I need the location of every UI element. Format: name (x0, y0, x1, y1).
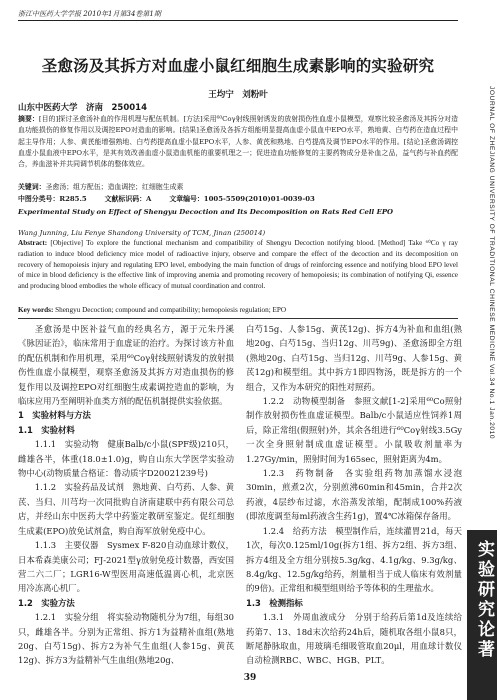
body-paragraph: 1.1.2 实验药品及试剂 熟地黄、白芍药、人参、黄芪、当归、川芎均一次同批购自济南建联中药有限公司总店，并经山东中医药大学中药鉴定教研室鉴定。促红细胞生成素(EPO)放免试剂盒，购自海军放射免疫中心。 (18, 482, 234, 536)
body-column-left (18, 322, 234, 668)
body-paragraph: 白芍15g、人参15g、黄芪12g)、拆方4为补血和血组(熟地20g、白芍15g、当归12g、川芎9g)、圣愈汤即全方组(熟地20g、白芍15g、当归12g、川芎9g、人参15g、黄芪12g)和模型组。其中拆方1即四物汤，既是拆方的一个组合，又作为本研究的阳性对照药。 (246, 324, 462, 392)
keywords-cn (18, 182, 458, 193)
body-paragraph: 1.2.1 实验分组 将实验动物随机分为7组，每组30只，雌雄各半。分别为正常组、拆方1为益精补血组(熟地20g、白芍15g)、拆方2为补气生血组(人参15g、黄芪12g)、拆方3为益精补气生血组(熟地20g、 (18, 612, 234, 666)
keywords-cn-label: 关键词： (18, 183, 46, 191)
english-authors: Wang Junning, Liu Fenye Shandong University of TCM, Jinan (250014) (18, 229, 266, 237)
authors: 王均宁 刘粉叶 (208, 90, 268, 100)
english-abstract (18, 238, 458, 292)
english-keywords-label: Key words: (18, 306, 54, 314)
section-heading: 1 实验材料与方法 (18, 410, 91, 421)
doc-code: 文献标识码：A (104, 195, 152, 203)
body-paragraph: 圣愈汤是中医补益气血的经典名方，源于元朱丹溪《脉因证治》，临床常用于血虚证的治疗。为探讨该方补血的配伍机制和作用机理，采用⁶⁰Coγ射线照射诱发的放射损伤性血虚小鼠模型，观察圣愈汤及其拆方对造血损伤的修复作用以及调控EPO对红细胞生成素调控造血的影响，为临床应用乃至阐明补血类方剂的配伍机制提供实验依据。 (18, 324, 234, 407)
keywords-cn-text: 圣愈汤；组方配伍；造血调控；红细胞生成素 (45, 183, 184, 191)
english-keywords (18, 305, 458, 316)
abstract-separator (18, 318, 458, 319)
section-heading: 1.3 检测指标 (246, 597, 303, 608)
abstract-cn (18, 114, 458, 170)
section-heading: 1.2 实验方法 (18, 597, 75, 608)
abstract-cn-label: 摘要： (18, 115, 39, 123)
article-title: 圣愈汤及其拆方对血虚小鼠红细胞生成素影响的实验研究 (41, 57, 435, 75)
body-paragraph: 1.3.1 外周血液成分 分别于给药后第1d及连续给药第7、13、18d末次给药24h后，随机取各组小鼠8只，断尾静脉取血，用玻璃毛细吸管取血20μl，用血球计数仪自动检测RBC、WBC、HGB、PLT。 (246, 612, 462, 666)
body-paragraph: 1.2.3 药物制备 各实验组药物加蒸馏水浸泡30min，煎煮2次，分别煎沸60min和45min，合并2次药液，4层纱布过滤，水浴蒸发浓缩，配制成100%药液(即浓度调至每ml药液含生药1g)，置4℃冰箱保存备用。 (246, 468, 462, 522)
clc-number: 中图分类号：R285.5 (18, 195, 87, 203)
body-column-right (246, 322, 462, 668)
affiliation: 山东中医药大学 济南 250014 (18, 103, 147, 113)
english-abstract-text: [Objective] To explore the functional mechanism and compatibility of Shengyu Decoction notifying blood. [Method] Take ⁶⁰Co γ ray radiation to induce blood deficiency mice model of radioactive injury, observe and compare the effect of the decoction and its decomposition on recovery of hemopoiesis injury and regulating EPO level, embodying the main function of drugs of reinforcing essence and notifying blood EPO level of mice in blood deficiency is the effective link of improving anemia and promoting recovery of hemopoiesis; its combination of notifying Qi, essence and producing blood embodies the whole efficacy of mutual coordination and control. (18, 239, 458, 291)
header-rule (18, 20, 458, 21)
section-heading: 1.1 实验材料 (18, 424, 75, 435)
section-tab-label: 实验研究论著 (474, 540, 494, 660)
body-paragraph: 1.1.1 实验动物 健康Balb/c小鼠(SPF级)210只，雌雄各半，体重(18.0±1.0)g，购自山东大学医学实验动物中心(动物质量合格证：鲁动质字D20021239号) (18, 439, 234, 479)
page-number: 39 (243, 673, 257, 683)
classification-line (18, 194, 458, 205)
english-title: Experimental Study on Effect of Shengyu Decoction and Its Decomposition on Rats Red Cell EPO (18, 208, 394, 216)
article-number: 文章编号：1005-5509(2010)01-0039-03 (169, 195, 315, 203)
body-paragraph: 1.1.3 主要仪器 Sysmex F-820自动血球计数仪，日本希森美康公司；FJ-2021型γ放射免疫计数器，西安国营二六二厂；LGR16-W型医用高速低温离心机，北京医用冷冻离心机厂。 (18, 540, 234, 594)
english-abstract-label: Abstract: (18, 239, 48, 247)
running-header: 浙江中医药大学学报 2010年1月第34卷第1期 (18, 10, 161, 18)
english-keywords-text: Shengyu Decoction; compound and compatibility; hemopoiesis regulation; EPO (55, 306, 287, 314)
journal-side-title: JOURNAL OF ZHEJIANG UNIVERSITY OF TRADITIONAL CHINESE MEDICINE Vol.34 No.1 Jan.2010 (488, 86, 495, 440)
body-paragraph: 1.2.2 动物模型制备 参照文献[1-2]采用⁶⁰Co照射制作放射损伤性血虚证模型。Balb/c小鼠适应性饲养1周后，除正常组(假照射)外，其余各组进行⁶⁰Coγ射线3.5Gy一次全身照射制成血虚证模型。小鼠吸收剂量率为1.27Gy/min，照射时间为165sec，照射距离为4m。 (246, 396, 462, 464)
abstract-cn-text: [目的]探讨圣愈汤补血的作用机理与配伍机制。[方法]采用⁶⁰Coγ射线照射诱发的放射损伤性血虚小鼠模型，观察比较圣愈汤及其拆分对造血功能损伤的修复作用以及调控EPO对造血的影响。[结果]圣愈汤及各拆方组能明显提高血虚小鼠血中EPO水平，熟地黄、白芍药在造血过程中起主导作用；人参、黄芪能增强熟地、白芍药提高血虚小鼠EPO水平，人参、黄芪和熟地、白芍提高及调节EPO水平的作用。[结论]圣愈汤调控血虚小鼠血液中EPO水平，是其有效改善血虚小鼠造血机能的重要机理之一；促进造血功能修复的主要药物成分是补血之品，益气药与补血药配合，养血滋补并共同调节机体的整体效应。 (18, 115, 459, 169)
body-paragraph: 1.2.4 给药方法 模型制作后，连续灌胃21d，每天1次，每次0.125ml/10g(拆方1组、拆方2组、拆方3组、拆方4组及全方组分别按5.3g/kg、4.1g/kg、9.3g/kg、8.4g/kg、12.5g/kg给药，剂量相当于成人临床有效剂量的9倍)。正常组和模型组则给予等体积的生理盐水。 (246, 525, 462, 594)
